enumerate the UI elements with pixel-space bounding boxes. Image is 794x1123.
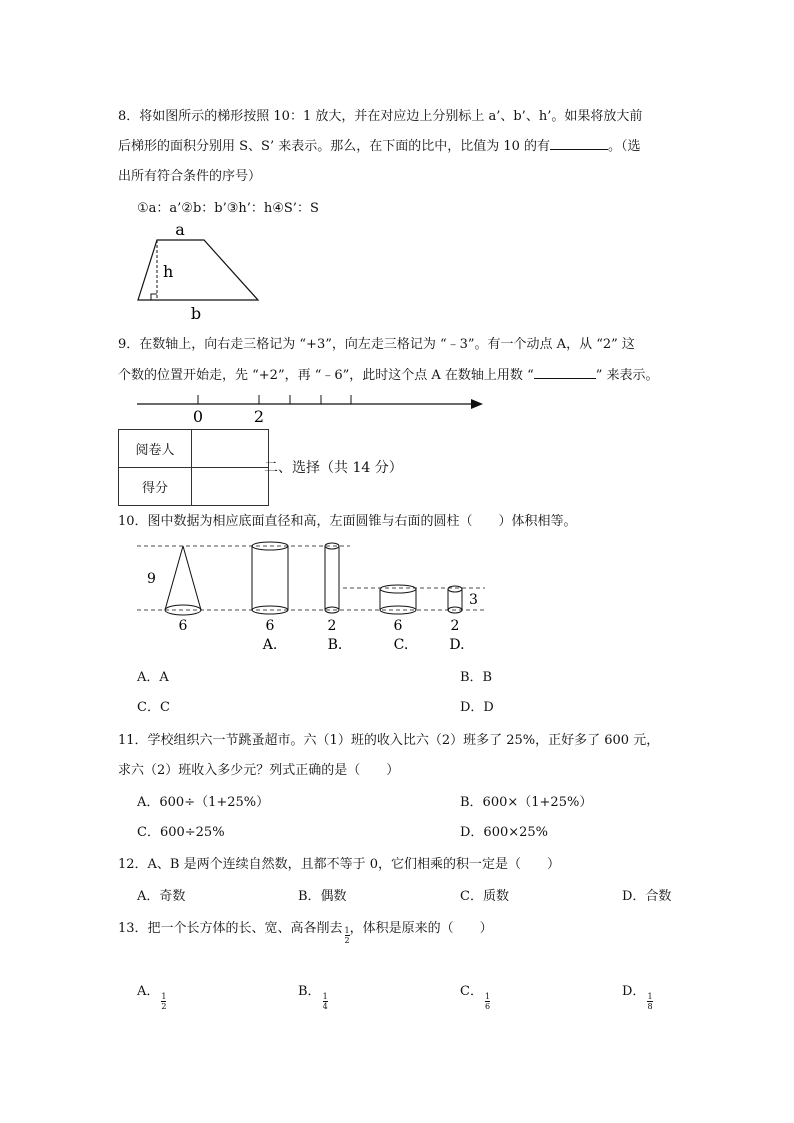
cone-cylinder-figure xyxy=(135,537,495,655)
q9-answer-blank[interactable] xyxy=(534,366,596,379)
label-h: h xyxy=(163,262,174,281)
q10-option-a[interactable]: A．A xyxy=(137,670,169,685)
reviewer-cell[interactable] xyxy=(192,430,269,468)
frac-den: 8 xyxy=(647,1002,653,1011)
frac-num: 1 xyxy=(484,992,491,1001)
q13-option-d[interactable] xyxy=(622,980,653,1011)
q13-option-b[interactable] xyxy=(298,980,328,1011)
cone-shape xyxy=(165,546,201,615)
cylinder-b-diameter: 2 xyxy=(327,618,337,634)
cylinder-d xyxy=(448,586,462,613)
axis-arrow xyxy=(471,399,483,409)
q10-option-d[interactable]: D．D xyxy=(460,700,494,715)
q13-option-c[interactable] xyxy=(460,980,490,1011)
cylinder-c-diameter: 6 xyxy=(393,618,403,634)
q11-option-b[interactable]: B．600×（1+25%） xyxy=(460,795,593,810)
cylinder-a-diameter: 6 xyxy=(265,618,275,634)
frac-den: 2 xyxy=(344,936,350,945)
q13-option-a[interactable] xyxy=(137,980,166,1011)
q9-line1: 9．在数轴上，向右走三格记为 “+3”，向左走三格记为 “﹣3”。有一个动点 A，从 “2” 这 xyxy=(118,337,635,352)
q9-line2-pre: 个数的位置开始走，先 “+2”，再 “﹣6”，此时这个点 A 在数轴上用数 “ xyxy=(118,368,534,383)
cylinder-c-letter: C. xyxy=(393,637,409,653)
q9-line2 xyxy=(118,364,659,383)
trapezoid-shape xyxy=(138,240,258,300)
q12-option-a[interactable]: A．奇数 xyxy=(137,889,186,904)
q10-stem: 10．图中数据为相应底面直径和高，左面圆锥与右面的圆柱（ ）体积相等。 xyxy=(118,514,577,529)
label-b: b xyxy=(190,304,202,323)
frac-den: 2 xyxy=(161,1002,167,1011)
q13-option-d-letter: D． xyxy=(622,984,646,999)
q8-line3: 出所有符合条件的序号） xyxy=(118,169,262,184)
right-angle-mark xyxy=(151,294,157,300)
frac-num: 1 xyxy=(344,926,350,935)
trapezoid-figure xyxy=(130,218,270,322)
q8-options: ①a：a’②b：b’③h’：h④S’：S xyxy=(137,201,319,216)
score-table xyxy=(118,429,269,506)
q8-line1: 8．将如图所示的梯形按照 10：1 放大，并在对应边上分别标上 a’、b’、h’。如果将放大前 xyxy=(118,109,643,124)
q13-stem-pre: 13．把一个长方体的长、宽、高各削去 xyxy=(118,921,343,936)
reviewer-label: 阅卷人 xyxy=(119,430,192,468)
cylinder-d-diameter: 2 xyxy=(450,618,460,634)
tick-label-2: 2 xyxy=(253,407,265,426)
q13-stem-post: ，体积是原来的（ ） xyxy=(349,921,493,936)
q12-stem: 12．A、B 是两个连续自然数，且都不等于 0，它们相乘的积一定是（ ） xyxy=(118,857,561,872)
q13-stem xyxy=(118,917,493,945)
short-height-label: 3 xyxy=(469,592,478,608)
q12-option-d[interactable]: D．合数 xyxy=(622,889,672,904)
q13-option-b-fraction xyxy=(323,992,328,1011)
q10-option-c[interactable]: C．C xyxy=(137,700,170,715)
cone-height-label: 9 xyxy=(147,571,156,587)
frac-den: 6 xyxy=(484,1002,491,1011)
cone-diameter-label: 6 xyxy=(178,618,188,634)
q13-option-b-letter: B． xyxy=(298,984,321,999)
q13-option-c-fraction xyxy=(485,992,490,1011)
q11-line2: 求六（2）班收入多少元？列式正确的是（ ） xyxy=(118,763,400,778)
score-cell[interactable] xyxy=(192,468,269,506)
frac-den: 4 xyxy=(322,1002,328,1011)
tick-label-0: 0 xyxy=(192,407,204,426)
q9-line2-post: ” 来表示。 xyxy=(595,368,659,383)
frac-num: 1 xyxy=(161,992,167,1001)
cylinder-a-letter: A. xyxy=(262,637,278,653)
frac-num: 1 xyxy=(322,992,328,1001)
cylinder-a xyxy=(252,542,288,614)
q11-option-c[interactable]: C．600÷25% xyxy=(137,825,225,840)
q12-option-c[interactable]: C．质数 xyxy=(460,889,509,904)
frac-num: 1 xyxy=(647,992,653,1001)
q10-option-b[interactable]: B．B xyxy=(460,670,493,685)
q13-option-a-letter: A． xyxy=(137,984,160,999)
q8-line2-post: 。（选 xyxy=(608,139,641,154)
cylinder-d-letter: D. xyxy=(449,637,465,653)
cylinder-b-letter: B. xyxy=(327,637,343,653)
q11-line1: 11．学校组织六一节跳蚤超市。六（1）班的收入比六（2）班多了 25%，正好多了 600 元， xyxy=(118,733,660,748)
label-a: a xyxy=(175,220,185,239)
q8-answer-blank[interactable] xyxy=(550,137,608,150)
q8-line2-pre: 后梯形的面积分别用 S、S’ 来表示。那么，在下面的比中，比值为 10 的有 xyxy=(118,139,551,154)
number-line xyxy=(135,392,485,424)
q11-option-a[interactable]: A．600÷（1+25%） xyxy=(137,795,270,810)
section-title: 二、选择（共 14 分） xyxy=(264,460,403,476)
q13-option-d-fraction xyxy=(647,992,652,1011)
q13-option-c-letter: C． xyxy=(460,984,483,999)
q13-option-a-fraction xyxy=(161,992,166,1011)
cylinder-b xyxy=(325,543,339,613)
q11-option-d[interactable]: D．600×25% xyxy=(460,825,549,840)
q12-option-b[interactable]: B．偶数 xyxy=(298,889,347,904)
q8-line2 xyxy=(118,135,641,154)
score-label: 得分 xyxy=(119,468,192,506)
